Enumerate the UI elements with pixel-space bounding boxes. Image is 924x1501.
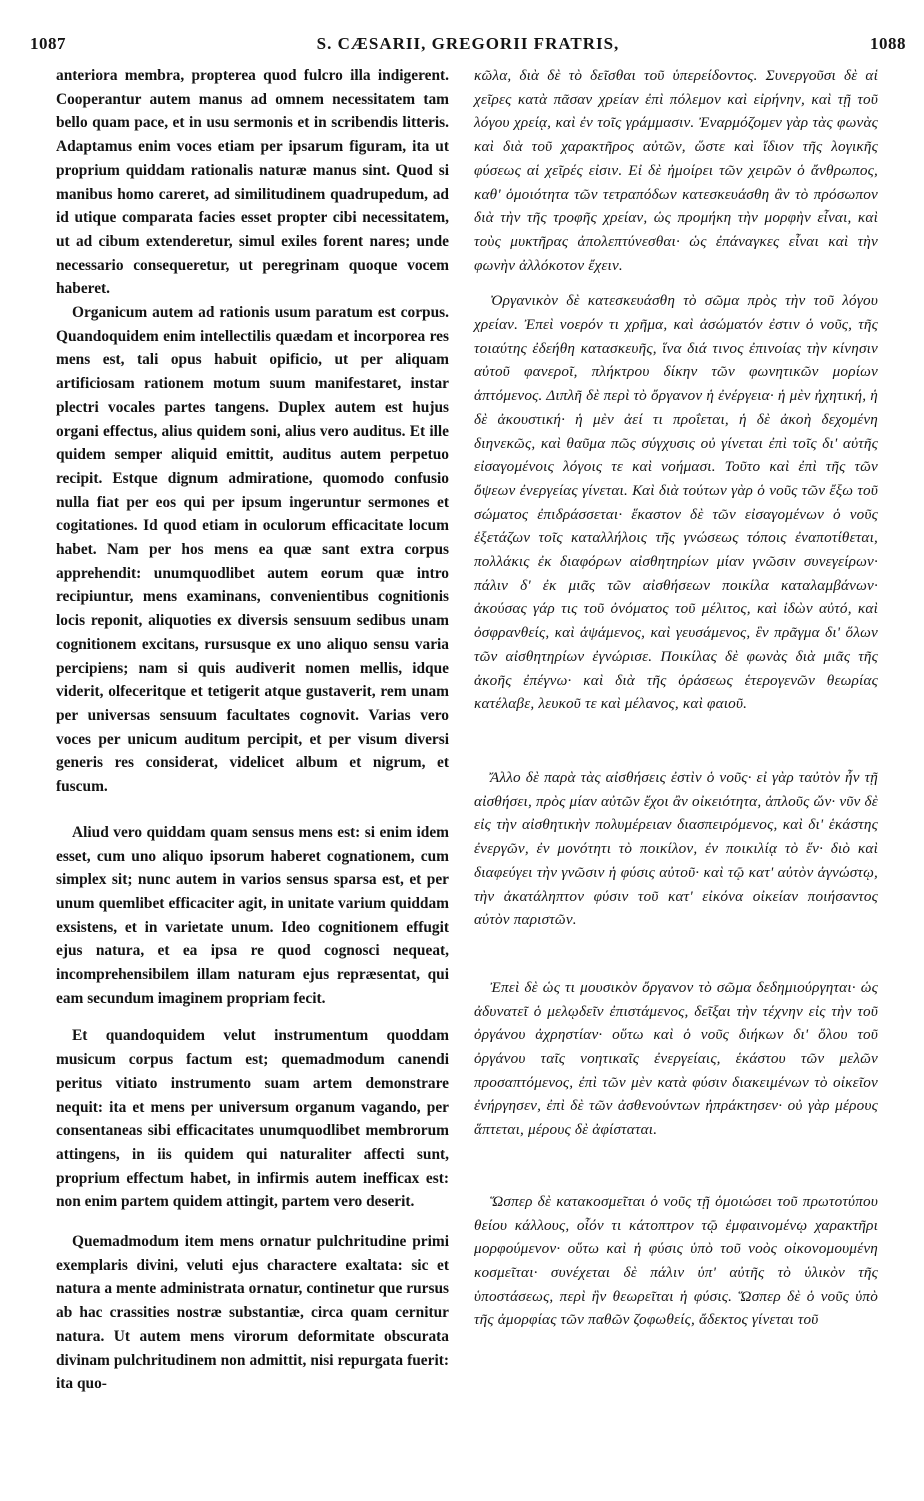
latin-column bbox=[56, 64, 449, 1396]
running-header bbox=[30, 34, 906, 60]
greek-paragraph: Ἄλλο δὲ παρὰ τὰς αἰσθήσεις ἐστὶν ὁ νοῦς· εἰ γὰρ ταὐτὸν ἦν τῇ αἰσθήσει, πρὸς μίαν αὐτῶν ἔχοι ἂν οἰκειότητα, ἁπλοῦς ὤν· νῦν δὲ εἰς τὴν αἰσθητικὴν πολυμέρειαν διασπειρόμενος, καὶ δι' ἑκάστης ἐνεργῶν, ἐν μονότητι τὸ ποικίλον, ἐν ποικιλίᾳ τὸ ἕν· διὸ καὶ διαφεύγει τὴν γνῶσιν ἡ φύσις αὐτοῦ· καὶ τῷ κατ' αὐτὸν ἀγνώστῳ, τὴν ἀκατάληπτον φύσιν τοῦ κατ' εἰκόνα οἰκείαν ποιήσαντος αὐτὸν παριστῶν. bbox=[474, 768, 878, 929]
latin-paragraph: Organicum autem ad rationis usum paratum est corpus. Quandoquidem enim intellectilis quædam et incorporea res mens est, tali opus habuit opificio, ut per aliquam artificiosam rationem motum suum manifestaret, instar plectri vocales partes tangens. Duplex autem est hujus organi effectus, alius quidem soni, alius vero auditus. Et ille quidem semper aliquid emittit, auditus autem perpetuo recipit. Estque dignum admiratione, quomodo confusio nulla fiat per eos qui per ipsum ingeruntur sermones et cogitationes. Id quod etiam in oculorum efficacitate locum habet. Nam per hos mens ea quæ sant extra corpus apprehendit: unumquodlibet autem eorum quæ intro recipiuntur, mens examinans, convenientibus cognitionis locis reponit, aliquoties ex diversis sensuum sedibus unam cognitionem excitans, rursusque ex uno aliquo sensu varia percipiens; nam si quis audiverit nomen mellis, idque viderit, olfeceritque et tetigerit atque gustaverit, rem unam per universas sensuum facultates cognovit. Varias vero voces per unicum auditum percipit, et per visum diversi generis res considerat, videlicet album et nigrum, et fuscum. bbox=[56, 304, 449, 796]
latin-paragraph: anteriora membra, propterea quod fulcro illa indigerent. Cooperantur autem manus ad omnem necessitatem tam bello quam pace, et in usu sermonis et in scribendis litteris. Adaptamus enim voces etiam per ipsarum figuram, ita ut proprium quiddam rationalis naturæ manus sint. Quod si manibus homo careret, ad similitudinem quadrupedum, ad id utique comparata facies esset propter cibi necessitatem, ut ad cibum extenderetur, simul exiles forent nares; unde necessario consequeretur, ut peregrinam quoque vocem haberet. bbox=[56, 67, 449, 298]
greek-paragraph: Ὀργανικὸν δὲ κατεσκευάσθη τὸ σῶμα πρὸς τὴν τοῦ λόγου χρείαν. Ἐπεὶ νοερόν τι χρῆμα, καὶ ἀσώματόν ἐστιν ὁ νοῦς, τῆς τοιαύτης ἐδεήθη κατασκευῆς, ἵνα διά τινος ἐπινοίας τὴν κίνησιν αὐτοῦ φανεροῖ, πλήκτρου δίκην τῶν φωνητικῶν μορίων ἁπτόμενος. Διπλῆ δὲ περὶ τὸ ὄργανον ἡ ἐνέργεια· ἡ μὲν ἠχητική, ἡ δὲ ἀκουστική· ἡ μὲν ἀεί τι προΐεται, ἡ δὲ ἀκοὴ δεχομένη διηνεκῶς, καὶ θαῦμα πῶς σύγχυσις οὐ γίνεται ἐπὶ τοῖς δι' αὐτῆς εἰσαγομένοις λόγοις τε καὶ νοήμασι. Τοῦτο καὶ ἐπὶ τῆς τῶν ὄψεων ἐνεργείας γίνεται. Καὶ διὰ τούτων γὰρ ὁ νοῦς τῶν ἔξω τοῦ σώματος ἐπιδράσσεται· ἕκαστον δὲ τῶν εἰσαγομένων ὁ νοῦς ἐξετάζων τοῖς καταλλήλοις τῆς γνώσεως τόποις ἐναποτίθεται, πολλάκις ἐκ διαφόρων αἰσθητηρίων μίαν γνῶσιν συνεγείρων· πάλιν δ' ἐκ μιᾶς τῶν αἰσθήσεων ποικίλα καταλαμβάνων· ἀκούσας γάρ τις τοῦ ὀνόματος τοῦ μέλιτος, καὶ ἰδὼν αὐτό, καὶ ὀσφρανθείς, καὶ ἁψάμενος, καὶ γευσάμενος, ἓν πρᾶγμα δι' ὅλων τῶν αἰσθητηρίων ἐγνώρισε. Ποικίλας δὲ φωνὰς διὰ μιᾶς τῆς ἀκοῆς ἐπέγνω· καὶ διὰ τῆς ὁράσεως ἑτερογενῶν θεωρίας κατέλαβε, λευκοῦ τε καὶ μέλανος, καὶ φαιοῦ. bbox=[474, 292, 878, 713]
latin-paragraph: Quemadmodum item mens ornatur pulchritudine primi exemplaris divini, veluti ejus charactere exaltata: sic et natura a mente administrata ornatur, continetur que rursus ab hac crassities nostræ substantiæ, circa quam cernitur natura. Ut autem mens virorum deformitate obscurata divinam pulchritudinem non admittit, nisi repurgata fuerit: ita quo- bbox=[56, 1233, 449, 1393]
greek-paragraph: κῶλα, διὰ δὲ τὸ δεῖσθαι τοῦ ὑπερείδοντος. Συνεργοῦσι δὲ αἱ χεῖρες κατὰ πᾶσαν χρείαν ἐπὶ πόλεμον καὶ εἰρήνην, καὶ τῇ τοῦ λόγου χρείᾳ, καὶ ἐν τοῖς γράμμασιν. Ἐναρμόζομεν γὰρ τὰς φωνὰς καὶ διὰ τοῦ χαρακτῆρος αὐτῶν, ὥστε καὶ ἴδιον τῆς λογικῆς φύσεως αἱ χεῖρές εἰσιν. Εἰ δὲ ἠμοίρει τῶν χειρῶν ὁ ἄνθρωπος, καθ' ὁμοιότητα τῶν τετραπόδων κατεσκευάσθη ἂν τὸ πρόσωπον διὰ τὴν τῆς τροφῆς χρείαν, ὡς προμήκη τὴν μορφὴν εἶναι, καὶ τοὺς μυκτῆρας ἀπολεπτύνεσθαι· ὡς ἐπάναγκες εἶναι καὶ τὴν φωνὴν ἀλλόκοτον ἔχειν. bbox=[474, 67, 878, 274]
page-number-left: 1087 bbox=[30, 34, 66, 53]
latin-paragraph: Aliud vero quiddam quam sensus mens est: si enim idem esset, cum uno aliquo ipsorum haberet cognationem, cum simplex sit; nunc autem in varios sensus sparsa est, et per unum quemlibet efficaciter agit, in unitate varium quiddam exsistens, et in varietate unum. Ideo cognitionem effugit ejus natura, et ea ipsa re quod cognosci nequeat, incomprehensibilem illam naturam ejus repræsentat, qui eam secundum imaginem propriam fecit. bbox=[56, 823, 449, 1007]
page-number-right: 1088 bbox=[870, 34, 906, 53]
running-title: S. CÆSARII, GREGORII FRATRIS, bbox=[316, 34, 620, 53]
latin-paragraph: Et quandoquidem velut instrumentum quoddam musicum corpus factum est; quemadmodum canendi peritus vitiato instrumento suam artem demonstrare nequit: ita et mens per universum organum vagando, per consentaneas sibi efficacitates unumquodlibet membrorum attingens, in iis quidem qui naturaliter affecti sunt, proprium effectum habet, in infirmis autem inefficax est: non enim partem quidem attingit, partem vero deserit. bbox=[56, 1027, 449, 1211]
greek-paragraph: Ὥσπερ δὲ κατακοσμεῖται ὁ νοῦς τῇ ὁμοιώσει τοῦ πρωτοτύπου θείου κάλλους, οἷόν τι κάτοπτρον τῷ ἐμφαινομένῳ χαρακτῆρι μορφούμενον· οὕτω καὶ ἡ φύσις ὑπὸ τοῦ νοὸς οἰκονομουμένη κοσμεῖται· συνέχεται δὲ πάλιν ὑπ' αὐτῆς τὸ ὑλικὸν τῆς ὑποστάσεως, περὶ ἣν θεωρεῖται ἡ φύσις. Ὥσπερ δὲ ὁ νοῦς ὑπὸ τῆς ἀμορφίας τῶν παθῶν ζοφωθείς, ἄδεκτος γίνεται τοῦ bbox=[474, 1192, 878, 1329]
greek-paragraph: Ἐπεὶ δὲ ὡς τι μουσικὸν ὄργανον τὸ σῶμα δεδημιούργηται· ὡς ἀδυνατεῖ ὁ μελῳδεῖν ἐπιστάμενος, δεῖξαι τὴν τέχνην εἰς τὴν τοῦ ὀργάνου ἀχρηστίαν· οὕτω καὶ ὁ νοῦς διήκων δι' ὅλου τοῦ ὀργάνου ταῖς νοητικαῖς ἐνεργείαις, ἑκάστου τῶν μελῶν προσαπτόμενος, ἐπὶ τῶν μὲν κατὰ φύσιν διακειμένων τὸ οἰκεῖον ἐνήργησεν, ἐπὶ δὲ τῶν ἀσθενούντων ἠπράκτησεν· οὐ γὰρ μέρους ἅπτεται, μέρους δὲ ἀφίσταται. bbox=[474, 978, 878, 1139]
greek-column bbox=[474, 64, 878, 1332]
